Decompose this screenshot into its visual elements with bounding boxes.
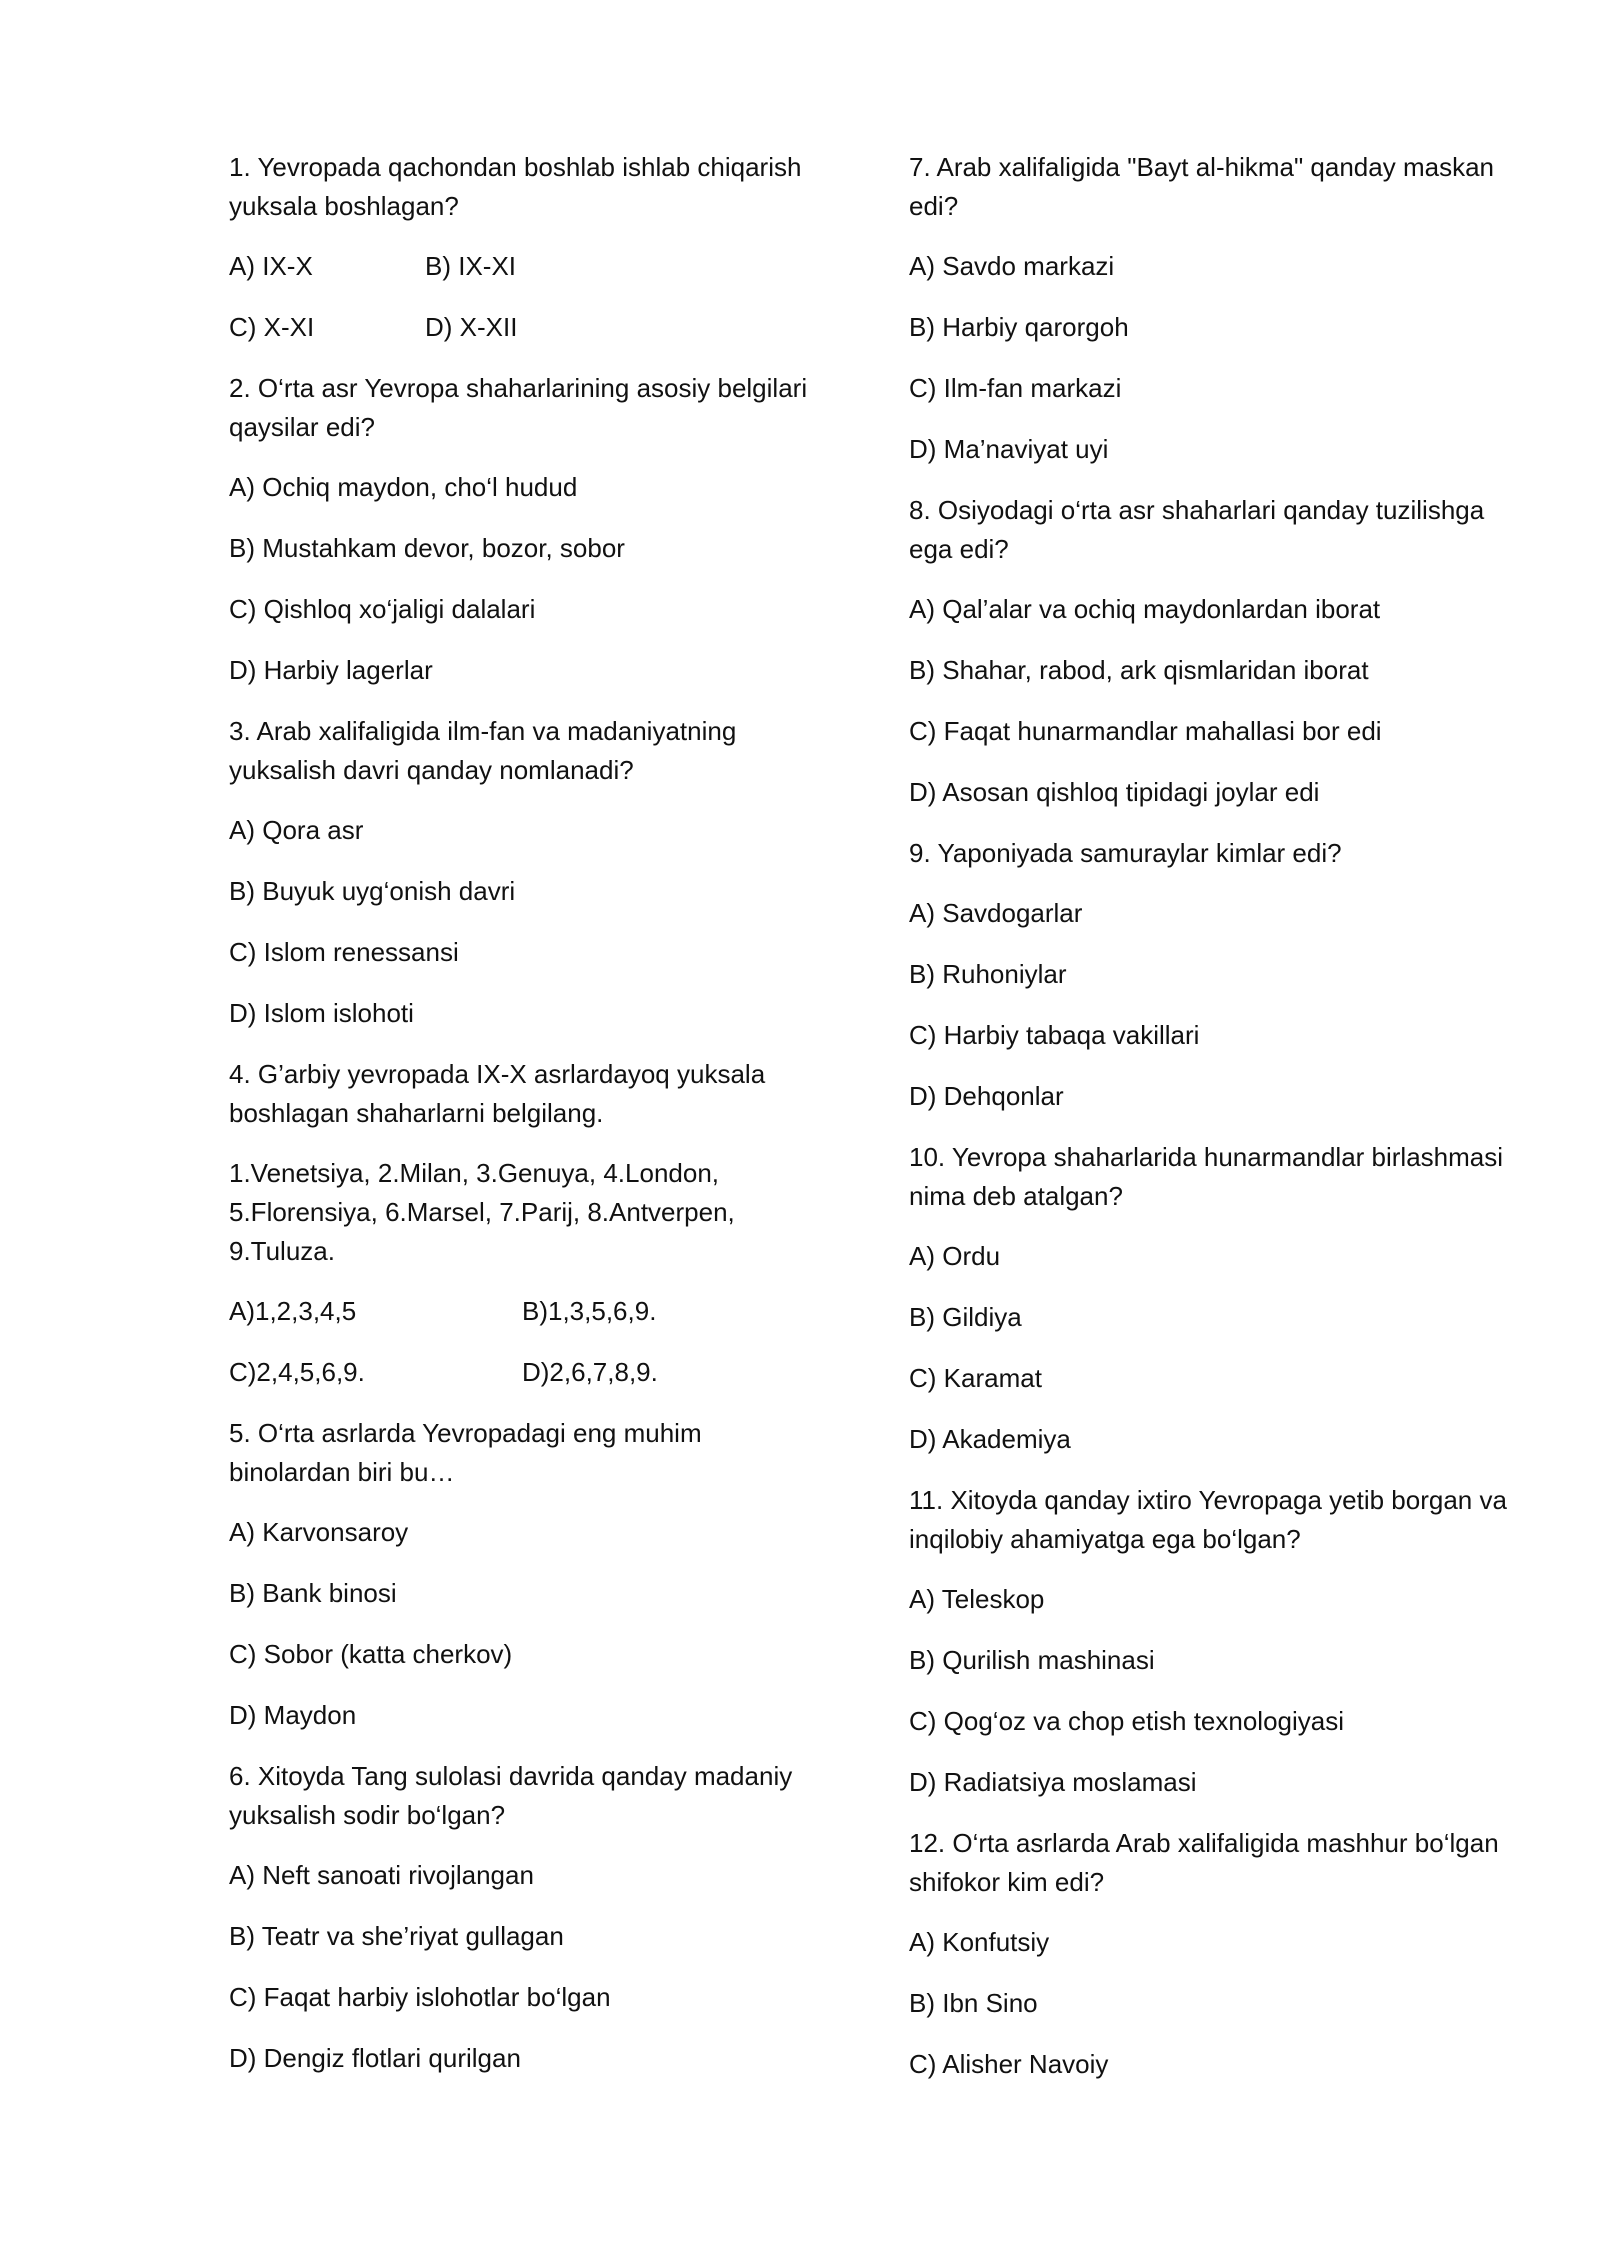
option-c: C) Karamat	[909, 1363, 1042, 1393]
question-text: 9. Yaponiyada samuraylar kimlar edi?	[909, 838, 1342, 868]
option-d: D) Ma’naviyat uyi	[909, 434, 1109, 464]
option-c: C) X-XI	[229, 312, 315, 342]
option-d: D) Dehqonlar	[909, 1081, 1064, 1111]
option-d: D) Maydon	[229, 1700, 357, 1730]
question-1	[229, 148, 829, 347]
option-row	[229, 247, 829, 286]
option-b: B) Teatr va she’riyat gullagan	[229, 1921, 564, 1951]
question-text: 5. O‘rta asrlarda Yevropadagi eng muhim binolardan biri bu…	[229, 1418, 702, 1487]
option-b: B) Mustahkam devor, bozor, sobor	[229, 533, 625, 563]
option-d: D) Dengiz flotlari qurilgan	[229, 2043, 521, 2073]
option-d: D) Akademiya	[909, 1424, 1071, 1454]
option-b: B) IX-XI	[425, 251, 517, 281]
option-a: A) Karvonsaroy	[229, 1517, 409, 1547]
question-8	[909, 491, 1509, 812]
question-2	[229, 369, 829, 690]
option-a: A) Neft sanoati rivojlangan	[229, 1860, 534, 1890]
option-a: A) Savdogarlar	[909, 898, 1083, 928]
question-text: 3. Arab xalifaligida ilm-fan va madaniyatning yuksalish davri qanday nomlanadi?	[229, 716, 737, 785]
option-d: D) Harbiy lagerlar	[229, 655, 433, 685]
option-a: A) Ordu	[909, 1241, 1001, 1271]
right-column	[909, 148, 1509, 2106]
question-12	[909, 1824, 1509, 2084]
option-row	[229, 1292, 829, 1331]
option-a: A) IX-X	[229, 251, 313, 281]
option-c: C) Islom renessansi	[229, 937, 459, 967]
option-c: C) Harbiy tabaqa vakillari	[909, 1020, 1200, 1050]
option-b: B)1,3,5,6,9.	[522, 1296, 657, 1326]
question-text: 7. Arab xalifaligida "Bayt al-hikma" qanday maskan edi?	[909, 152, 1494, 221]
question-text: 4. G’arbiy yevropada IX-X asrlardayoq yuksala boshlagan shaharlarni belgilang.	[229, 1059, 766, 1128]
option-row	[229, 308, 829, 347]
question-text: 10. Yevropa shaharlarida hunarmandlar birlashmasi nima deb atalgan?	[909, 1142, 1504, 1211]
option-d: D) X-XII	[425, 312, 518, 342]
question-text: 11. Xitoyda qanday ixtiro Yevropaga yetib borgan va inqilobiy ahamiyatga ega bo‘lgan?	[909, 1485, 1507, 1554]
question-10	[909, 1138, 1509, 1459]
question-3	[229, 712, 829, 1033]
option-c: C) Qishloq xo‘jaligi dalalari	[229, 594, 536, 624]
option-b: B) Ibn Sino	[909, 1988, 1038, 2018]
option-c: C) Faqat harbiy islohotlar bo‘lgan	[229, 1982, 611, 2012]
question-7	[909, 148, 1509, 469]
city-list: 1.Venetsiya, 2.Milan, 3.Genuya, 4.London, 5.Florensiya, 6.Marsel, 7.Parij, 8.Antverpen, 9.Tuluza.	[229, 1158, 735, 1266]
option-d: D) Islom islohoti	[229, 998, 414, 1028]
question-text: 12. O‘rta asrlarda Arab xalifaligida mashhur bo‘lgan shifokor kim edi?	[909, 1828, 1499, 1897]
left-column	[229, 148, 829, 2100]
question-text: 8. Osiyodagi o‘rta asr shaharlari qanday tuzilishga ega edi?	[909, 495, 1485, 564]
option-d: D)2,6,7,8,9.	[522, 1357, 658, 1387]
option-a: A) Ochiq maydon, cho‘l hudud	[229, 472, 578, 502]
option-c: C)2,4,5,6,9.	[229, 1357, 365, 1387]
option-b: B) Gildiya	[909, 1302, 1022, 1332]
option-c: C) Qog‘oz va chop etish texnologiyasi	[909, 1706, 1345, 1736]
option-c: C) Sobor (katta cherkov)	[229, 1639, 513, 1669]
option-b: B) Harbiy qarorgoh	[909, 312, 1129, 342]
option-b: B) Shahar, rabod, ark qismlaridan iborat	[909, 655, 1369, 685]
option-a: A) Teleskop	[909, 1584, 1045, 1614]
option-d: D) Radiatsiya moslamasi	[909, 1767, 1197, 1797]
question-text: 6. Xitoyda Tang sulolasi davrida qanday madaniy yuksalish sodir bo‘lgan?	[229, 1761, 793, 1830]
question-4	[229, 1055, 829, 1392]
question-5	[229, 1414, 829, 1735]
option-c: C) Faqat hunarmandlar mahallasi bor edi	[909, 716, 1382, 746]
option-b: B) Buyuk uyg‘onish davri	[229, 876, 516, 906]
option-a: A) Qal’alar va ochiq maydonlardan iborat	[909, 594, 1381, 624]
question-text: 1. Yevropada qachondan boshlab ishlab chiqarish yuksala boshlagan?	[229, 152, 802, 221]
option-b: B) Ruhoniylar	[909, 959, 1067, 989]
question-6	[229, 1757, 829, 2078]
option-a: A) Qora asr	[229, 815, 364, 845]
option-a: A) Konfutsiy	[909, 1927, 1050, 1957]
question-11	[909, 1481, 1509, 1802]
option-c: C) Ilm-fan markazi	[909, 373, 1122, 403]
option-a: A)1,2,3,4,5	[229, 1296, 357, 1326]
option-b: B) Bank binosi	[229, 1578, 397, 1608]
question-9	[909, 834, 1509, 1116]
option-a: A) Savdo markazi	[909, 251, 1115, 281]
option-c: C) Alisher Navoiy	[909, 2049, 1109, 2079]
option-d: D) Asosan qishloq tipidagi joylar edi	[909, 777, 1320, 807]
option-b: B) Qurilish mashinasi	[909, 1645, 1155, 1675]
question-text: 2. O‘rta asr Yevropa shaharlarining asosiy belgilari qaysilar edi?	[229, 373, 808, 442]
option-row	[229, 1353, 829, 1392]
